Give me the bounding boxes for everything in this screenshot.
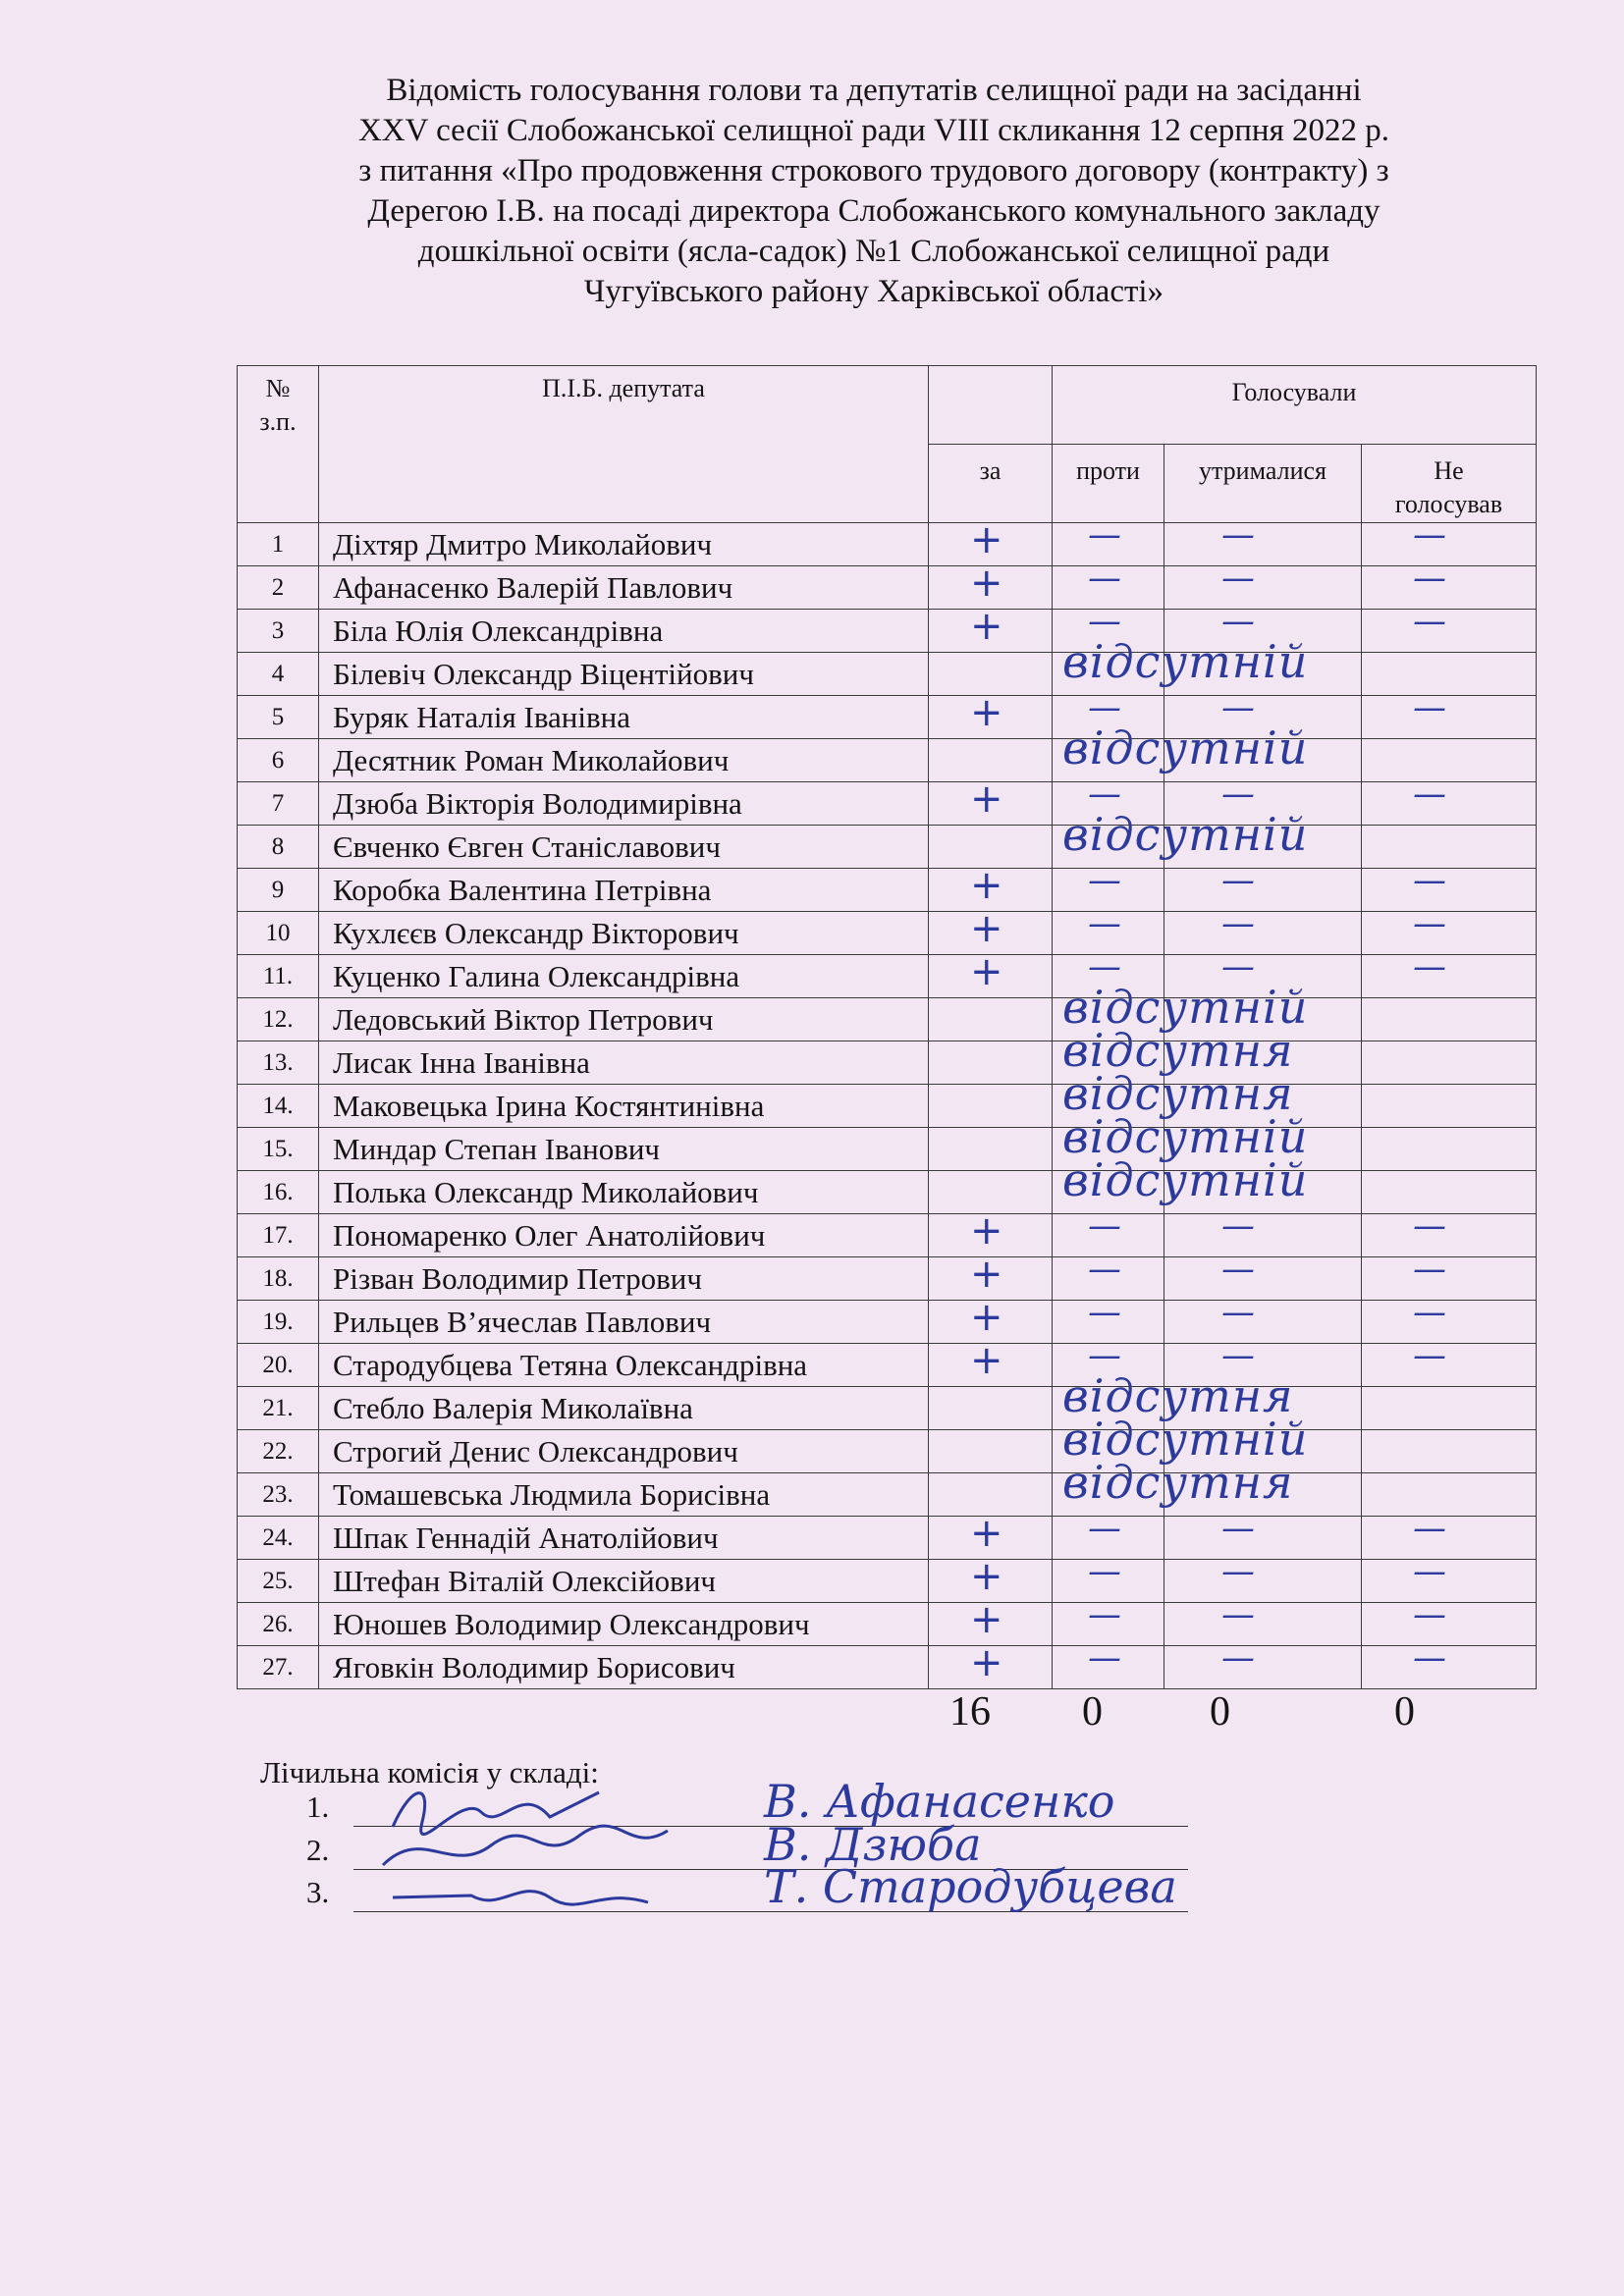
signature-scrawl (353, 1858, 707, 1927)
dash-mark: — (1413, 1552, 1446, 1591)
vote-for-cell (929, 1128, 1053, 1171)
vote-abstained-cell (1164, 1250, 1362, 1301)
commission-member-number: 3. (306, 1875, 330, 1909)
table-row (238, 1257, 1537, 1301)
vote-not-voted-cell (1362, 1128, 1537, 1171)
commission-label: Лічильна комісія у складі: (260, 1755, 599, 1789)
vote-for-cell (929, 1473, 1053, 1517)
dash-mark: — (1088, 602, 1121, 641)
plus-mark: + (970, 561, 1003, 606)
title-line: дошкільної освіти (ясла-садок) №1 Слобожанської селищної ради (417, 234, 1330, 269)
vote-not-voted-cell (1362, 1638, 1537, 1689)
row-number: 8 (238, 826, 319, 869)
total-against: 0 (1082, 1689, 1103, 1735)
row-number: 2 (238, 566, 319, 610)
vote-not-voted-cell (1362, 653, 1537, 696)
vote-abstained-cell (1164, 1638, 1362, 1689)
vote-not-voted-cell (1362, 1509, 1537, 1560)
table-row (238, 653, 1537, 696)
dash-mark: — (1221, 602, 1255, 641)
vote-for-cell (929, 561, 1053, 610)
vote-not-voted-cell (1362, 559, 1537, 610)
deputy-name: Томашевська Людмила Борисівна (319, 1473, 929, 1517)
vote-not-voted-cell (1362, 826, 1537, 869)
dash-mark: — (1088, 515, 1121, 555)
absent-note: відсутній (1062, 808, 1309, 861)
vote-abstained-cell (1164, 739, 1362, 782)
deputy-name: Шпак Геннадій Анатолійович (319, 1517, 929, 1560)
dash-mark: — (1413, 1336, 1446, 1375)
vote-for-cell (929, 1295, 1053, 1344)
deputy-name: Діхтяр Дмитро Миколайович (319, 523, 929, 566)
table-row (238, 826, 1537, 869)
table-row (238, 998, 1537, 1041)
vote-for-cell (929, 739, 1053, 782)
row-number: 22. (238, 1430, 319, 1473)
dash-mark: — (1413, 1638, 1446, 1678)
title-line: XXV сесії Слобожанської селищної ради VIII скликання 12 серпня 2022 р. (357, 113, 1390, 148)
dash-mark: — (1088, 1595, 1121, 1634)
deputy-name: Строгий Денис Олександрович (319, 1430, 929, 1473)
deputy-name: Миндар Степан Іванович (319, 1128, 929, 1171)
voting-table (237, 365, 1537, 1689)
vote-for-cell (929, 776, 1053, 826)
plus-mark: + (970, 1554, 1003, 1599)
deputy-name: Ледовський Віктор Петрович (319, 998, 929, 1041)
vote-not-voted-cell (1362, 1387, 1537, 1430)
dash-mark: — (1413, 774, 1446, 814)
table-row (238, 1387, 1537, 1430)
dash-mark: — (1088, 774, 1121, 814)
vote-for-cell (929, 826, 1053, 869)
table-row (238, 696, 1537, 739)
vote-not-voted-cell (1362, 515, 1537, 566)
title-line: Дерегою І.В. на посаді директора Слобожанського комунального закладу (367, 193, 1380, 229)
row-number: 5 (238, 696, 319, 739)
vote-abstained-cell (1164, 1509, 1362, 1560)
dash-mark: — (1413, 1206, 1446, 1246)
absent-note: відсутній (1062, 635, 1309, 688)
deputy-name: Білевіч Олександр Віцентійович (319, 653, 929, 696)
vote-abstained-cell (1164, 1473, 1362, 1517)
dash-mark: — (1413, 688, 1446, 727)
column-header-blank (929, 366, 1053, 445)
deputy-name: Буряк Наталія Іванівна (319, 696, 929, 739)
dash-mark: — (1221, 1638, 1255, 1678)
row-number: 19. (238, 1301, 319, 1344)
title-line: з питання «Про продовження строкового трудового договору (контракту) з (358, 153, 1389, 188)
table-row (238, 1214, 1537, 1257)
row-number: 13. (238, 1041, 319, 1085)
table-row (238, 1517, 1537, 1560)
vote-for-cell (929, 1511, 1053, 1560)
deputy-name: Стебло Валерія Миколаївна (319, 1387, 929, 1430)
dash-mark: — (1221, 904, 1255, 943)
table-row (238, 1085, 1537, 1128)
absent-note: відсутній (1062, 721, 1309, 774)
dash-mark: — (1413, 559, 1446, 598)
vote-for-cell (929, 1208, 1053, 1257)
vote-not-voted-cell (1362, 1250, 1537, 1301)
table-row (238, 1344, 1537, 1387)
table-row (238, 1646, 1537, 1689)
table-row (238, 912, 1537, 955)
dash-mark: — (1088, 688, 1121, 727)
row-number: 10 (238, 912, 319, 955)
row-number: 14. (238, 1085, 319, 1128)
row-number: 9 (238, 869, 319, 912)
dash-mark: — (1088, 947, 1121, 987)
dash-mark: — (1088, 1552, 1121, 1591)
dash-mark: — (1413, 1250, 1446, 1289)
vote-for-cell (929, 653, 1053, 696)
dash-mark: — (1221, 1595, 1255, 1634)
row-number: 26. (238, 1603, 319, 1646)
vote-not-voted-cell (1362, 1552, 1537, 1603)
dash-mark: — (1088, 904, 1121, 943)
deputy-name: Штефан Віталій Олексійович (319, 1560, 929, 1603)
commission-member-name: Т. Стародубцева (764, 1860, 1177, 1913)
dash-mark: — (1221, 1336, 1255, 1375)
table-row (238, 1473, 1537, 1517)
row-number: 3 (238, 610, 319, 653)
row-number: 7 (238, 782, 319, 826)
vote-not-voted-cell (1362, 1041, 1537, 1085)
header-not-voted-line2: голосував (1394, 490, 1503, 518)
dash-mark: — (1413, 1293, 1446, 1332)
vote-for-cell (929, 906, 1053, 955)
vote-not-voted-cell (1362, 774, 1537, 826)
vote-not-voted-cell (1362, 1206, 1537, 1257)
deputy-name: Різван Володимир Петрович (319, 1257, 929, 1301)
dash-mark: — (1413, 861, 1446, 900)
table-row (238, 955, 1537, 998)
plus-mark: + (970, 604, 1003, 649)
dash-mark: — (1413, 602, 1446, 641)
commission-member-number: 2. (306, 1833, 330, 1867)
deputy-name: Пономаренко Олег Анатолійович (319, 1214, 929, 1257)
dash-mark: — (1088, 1336, 1121, 1375)
vote-for-cell (929, 1338, 1053, 1387)
plus-mark: + (970, 776, 1003, 822)
vote-not-voted-cell (1362, 947, 1537, 998)
plus-mark: + (970, 1208, 1003, 1254)
row-number: 6 (238, 739, 319, 782)
table-row (238, 739, 1537, 782)
vote-abstained-cell (1164, 1206, 1362, 1257)
absent-note: відсутній (1062, 1413, 1309, 1466)
vote-not-voted-cell (1362, 1085, 1537, 1128)
column-header-voted: Голосували (1053, 366, 1537, 445)
row-number: 17. (238, 1214, 319, 1257)
dash-mark: — (1221, 1293, 1255, 1332)
deputy-name: Полька Олександр Миколайович (319, 1171, 929, 1214)
vote-for-cell (929, 949, 1053, 998)
dash-mark: — (1088, 559, 1121, 598)
absent-note: відсутній (1062, 1153, 1309, 1206)
vote-for-cell (929, 1085, 1053, 1128)
absent-note: відсутня (1062, 1369, 1294, 1422)
vote-not-voted-cell (1362, 1595, 1537, 1646)
dash-mark: — (1088, 861, 1121, 900)
vote-for-cell (929, 998, 1053, 1041)
deputy-name: Євченко Євген Станіславович (319, 826, 929, 869)
dash-mark: — (1221, 774, 1255, 814)
column-header-not-voted (1362, 445, 1537, 523)
row-number: 27. (238, 1646, 319, 1689)
total-not-voted: 0 (1394, 1689, 1415, 1735)
row-number: 18. (238, 1257, 319, 1301)
vote-not-voted-cell (1362, 1430, 1537, 1473)
absent-note: відсутній (1062, 1110, 1309, 1163)
absent-note: відсутня (1062, 1067, 1294, 1120)
dash-mark: — (1088, 1250, 1121, 1289)
document-title (147, 71, 1600, 312)
vote-against-cell (1053, 1638, 1164, 1689)
deputy-name: Стародубцева Тетяна Олександрівна (319, 1344, 929, 1387)
deputy-name: Кухлєєв Олександр Вікторович (319, 912, 929, 955)
plus-mark: + (970, 906, 1003, 951)
absent-note: відсутня (1062, 1024, 1294, 1077)
deputy-name: Рильцев В’ячеслав Павлович (319, 1301, 929, 1344)
plus-mark: + (970, 949, 1003, 994)
deputy-name: Коробка Валентина Петрівна (319, 869, 929, 912)
deputy-name: Афанасенко Валерій Павлович (319, 566, 929, 610)
plus-mark: + (970, 690, 1003, 735)
dash-mark: — (1221, 515, 1255, 555)
vote-abstained-cell (1164, 861, 1362, 912)
deputy-name: Куценко Галина Олександрівна (319, 955, 929, 998)
vote-not-voted-cell (1362, 688, 1537, 739)
title-line: Відомість голосування голови та депутатів селищної ради на засіданні (386, 73, 1362, 108)
row-number: 1 (238, 523, 319, 566)
vote-for-cell (929, 1640, 1053, 1689)
absent-note: відсутній (1062, 981, 1309, 1034)
deputy-name: Юношев Володимир Олександрович (319, 1603, 929, 1646)
row-number: 12. (238, 998, 319, 1041)
deputy-name: Десятник Роман Миколайович (319, 739, 929, 782)
vote-not-voted-cell (1362, 1473, 1537, 1517)
plus-mark: + (970, 517, 1003, 562)
vote-for-cell (929, 1554, 1053, 1603)
row-number: 4 (238, 653, 319, 696)
vote-not-voted-cell (1362, 904, 1537, 955)
vote-abstained-cell (1164, 904, 1362, 955)
dash-mark: — (1088, 1638, 1121, 1678)
plus-mark: + (970, 1295, 1003, 1340)
vote-abstained-cell (1164, 515, 1362, 566)
vote-not-voted-cell (1362, 1293, 1537, 1344)
vote-for-cell (929, 604, 1053, 653)
vote-not-voted-cell (1362, 861, 1537, 912)
column-header-abstained: утрималися (1164, 445, 1362, 523)
plus-mark: + (970, 1640, 1003, 1685)
vote-for-cell (929, 863, 1053, 912)
row-number: 24. (238, 1517, 319, 1560)
column-header-number (238, 366, 319, 523)
vote-not-voted-cell (1362, 1336, 1537, 1387)
table-row (238, 1430, 1537, 1473)
dash-mark: — (1221, 1206, 1255, 1246)
header-not-voted-line1: Не (1434, 456, 1464, 485)
vote-abstained-cell (1164, 1293, 1362, 1344)
row-number: 21. (238, 1387, 319, 1430)
dash-mark: — (1088, 1509, 1121, 1548)
vote-not-voted-cell (1362, 1171, 1537, 1214)
vote-abstained-cell (1164, 1552, 1362, 1603)
row-number: 15. (238, 1128, 319, 1171)
commission-member-name: В. Дзюба (764, 1818, 982, 1871)
plus-mark: + (970, 1597, 1003, 1642)
header-no-abbrev: з.п. (259, 407, 297, 436)
row-number: 25. (238, 1560, 319, 1603)
deputy-name: Маковецька Ірина Костянтинівна (319, 1085, 929, 1128)
vote-abstained-cell (1164, 1595, 1362, 1646)
commission-member-name: В. Афанасенко (764, 1775, 1115, 1828)
dash-mark: — (1413, 1509, 1446, 1548)
dash-mark: — (1088, 1293, 1121, 1332)
table-row (238, 1301, 1537, 1344)
plus-mark: + (970, 863, 1003, 908)
total-abstained: 0 (1210, 1689, 1230, 1735)
dash-mark: — (1221, 1552, 1255, 1591)
absent-note: відсутня (1062, 1456, 1294, 1509)
plus-mark: + (970, 1252, 1003, 1297)
vote-not-voted-cell (1362, 739, 1537, 782)
column-header-name: П.І.Б. депутата (319, 366, 929, 523)
table-row (238, 1560, 1537, 1603)
table-row (238, 869, 1537, 912)
table-row (238, 1171, 1537, 1214)
row-number: 16. (238, 1171, 319, 1214)
vote-abstained-cell (1164, 1171, 1362, 1214)
vote-for-cell (929, 1430, 1053, 1473)
column-header-against: проти (1053, 445, 1164, 523)
deputy-name: Яговкін Володимир Борисович (319, 1646, 929, 1689)
commission-member-number: 1. (306, 1789, 330, 1824)
dash-mark: — (1221, 559, 1255, 598)
vote-for-cell (929, 1171, 1053, 1214)
table-row (238, 566, 1537, 610)
dash-mark: — (1221, 1250, 1255, 1289)
dash-mark: — (1413, 1595, 1446, 1634)
plus-mark: + (970, 1511, 1003, 1556)
vote-for-cell (929, 690, 1053, 739)
vote-for-cell (929, 1597, 1053, 1646)
deputy-name: Лисак Інна Іванівна (319, 1041, 929, 1085)
vote-for-cell (929, 517, 1053, 566)
row-number: 20. (238, 1344, 319, 1387)
vote-abstained-cell (1164, 826, 1362, 869)
dash-mark: — (1088, 1206, 1121, 1246)
dash-mark: — (1221, 1509, 1255, 1548)
row-number: 11. (238, 955, 319, 998)
table-row (238, 782, 1537, 826)
dash-mark: — (1413, 947, 1446, 987)
table-row (238, 610, 1537, 653)
table-row (238, 1041, 1537, 1085)
vote-for-cell (929, 1387, 1053, 1430)
row-number: 23. (238, 1473, 319, 1517)
table-row (238, 1603, 1537, 1646)
dash-mark: — (1221, 947, 1255, 987)
vote-not-voted-cell (1362, 998, 1537, 1041)
plus-mark: + (970, 1338, 1003, 1383)
vote-for-cell (929, 1252, 1053, 1301)
dash-mark: — (1221, 688, 1255, 727)
dash-mark: — (1413, 515, 1446, 555)
header-no-symbol: № (265, 374, 291, 402)
column-header-for: за (929, 445, 1053, 523)
deputy-name: Біла Юлія Олександрівна (319, 610, 929, 653)
table-row (238, 523, 1537, 566)
vote-not-voted-cell (1362, 602, 1537, 653)
dash-mark: — (1221, 861, 1255, 900)
title-line: Чугуївського району Харківської області» (583, 274, 1164, 309)
dash-mark: — (1413, 904, 1446, 943)
total-for: 16 (949, 1689, 991, 1735)
vote-abstained-cell (1164, 653, 1362, 696)
vote-for-cell (929, 1041, 1053, 1085)
deputy-name: Дзюба Вікторія Володимирівна (319, 782, 929, 826)
vote-abstained-cell (1164, 559, 1362, 610)
table-row (238, 1128, 1537, 1171)
